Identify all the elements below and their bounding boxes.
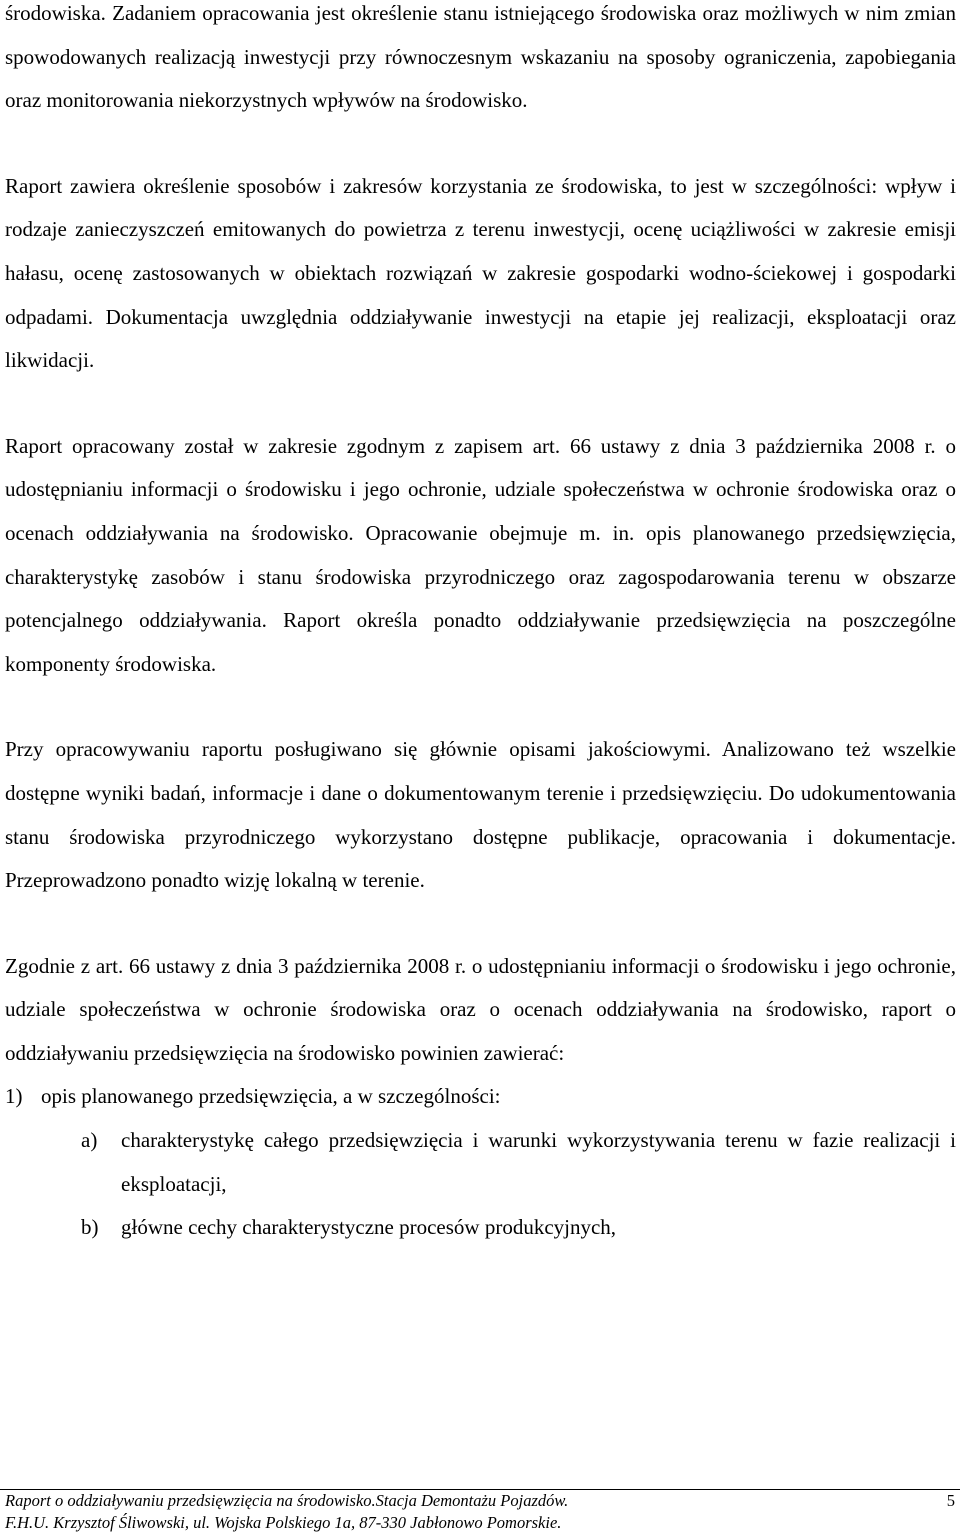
list-item-text: opis planowanego przedsięwzięcia, a w szczególności:: [41, 1084, 501, 1109]
sub-list-item-text: główne cechy charakterystyczne procesów produkcyjnych,: [121, 1215, 617, 1240]
sub-list-item: [81, 1119, 956, 1206]
requirements-list: [5, 1075, 956, 1249]
footer-row-2: [5, 1512, 955, 1534]
paragraph-scope: Raport zawiera określenie sposobów i zakresów korzystania ze środowiska, to jest w szczególności: wpływ i rodzaje zanieczyszczeń emitowanych do powietrza z terenu inwestycji, ocenę uciążliwości w zakresie emisji hałasu, ocenę zastosowanych w obiektach rozwiązań w zakresie gospodarki wodno-ściekowej i gospodarki odpadami. Dokumentacja uwzględnia oddziaływanie inwestycji na etapie jej realizacji, eksploatacji oraz likwidacji.: [5, 173, 956, 373]
sub-list-item-letter: b): [81, 1215, 99, 1240]
footer-report-title: Raport o oddziaływaniu przedsięwzięcia na środowisko.Stacja Demontażu Pojazdów.: [5, 1491, 569, 1510]
sub-list-item-letter: a): [81, 1128, 98, 1153]
list-item-number: 1): [5, 1084, 23, 1109]
page-number: 5: [946, 1491, 955, 1510]
sub-list-item: [81, 1206, 956, 1250]
sub-list-item-text: charakterystykę całego przedsięwzięcia i warunki wykorzystywania terenu w fazie realizacji i eksploatacji,: [121, 1128, 956, 1196]
paragraph-requirements: Zgodnie z art. 66 ustawy z dnia 3 października 2008 r. o udostępnianiu informacji o środowisku i jego ochronie, udziale społeczeństwa w ochronie środowiska oraz o ocenach oddziaływania na środowisko, raport o oddziaływaniu przedsięwzięcia na środowisko powinien zawierać:: [5, 953, 956, 1065]
paragraph-methods: Przy opracowywaniu raportu posługiwano się głównie opisami jakościowymi. Analizowano też wszelkie dostępne wyniki badań, informacje i dane o dokumentowanym terenie i przedsięwzięciu. Do udokumentowania stanu środowiska przyrodniczego wykorzystano dostępne publikacje, opracowania i dokumentacje. Przeprowadzono ponadto wizję lokalną w terenie.: [5, 737, 956, 893]
list-item: [5, 1075, 956, 1119]
footer-row-1: [5, 1490, 955, 1512]
page-footer: [5, 1490, 955, 1534]
document-body: [5, 0, 956, 1250]
sub-list: [81, 1119, 956, 1250]
paragraph-legal-basis: Raport opracowany został w zakresie zgodnym z zapisem art. 66 ustawy z dnia 3 października 2008 r. o udostępnianiu informacji o środowisku i jego ochronie, udziale społeczeństwa w ochronie środowiska oraz o ocenach oddziaływania na środowisko. Opracowanie obejmuje m. in. opis planowanego przedsięwzięcia, charakterystykę zasobów i stanu środowiska przyrodniczego oraz zagospodarowania terenu w obszarze potencjalnego oddziaływania. Raport określa ponadto oddziaływanie przedsięwzięcia na poszczególne komponenty środowiska.: [5, 433, 956, 676]
footer-company-address: F.H.U. Krzysztof Śliwowski, ul. Wojska Polskiego 1a, 87-330 Jabłonowo Pomorskie.: [5, 1513, 562, 1532]
paragraph-intro: środowiska. Zadaniem opracowania jest określenie stanu istniejącego środowiska oraz możliwych w nim zmian spowodowanych realizacją inwestycji przy równoczesnym wskazaniu na sposoby ograniczenia, zapobiegania oraz monitorowania niekorzystnych wpływów na środowisko.: [5, 1, 956, 113]
